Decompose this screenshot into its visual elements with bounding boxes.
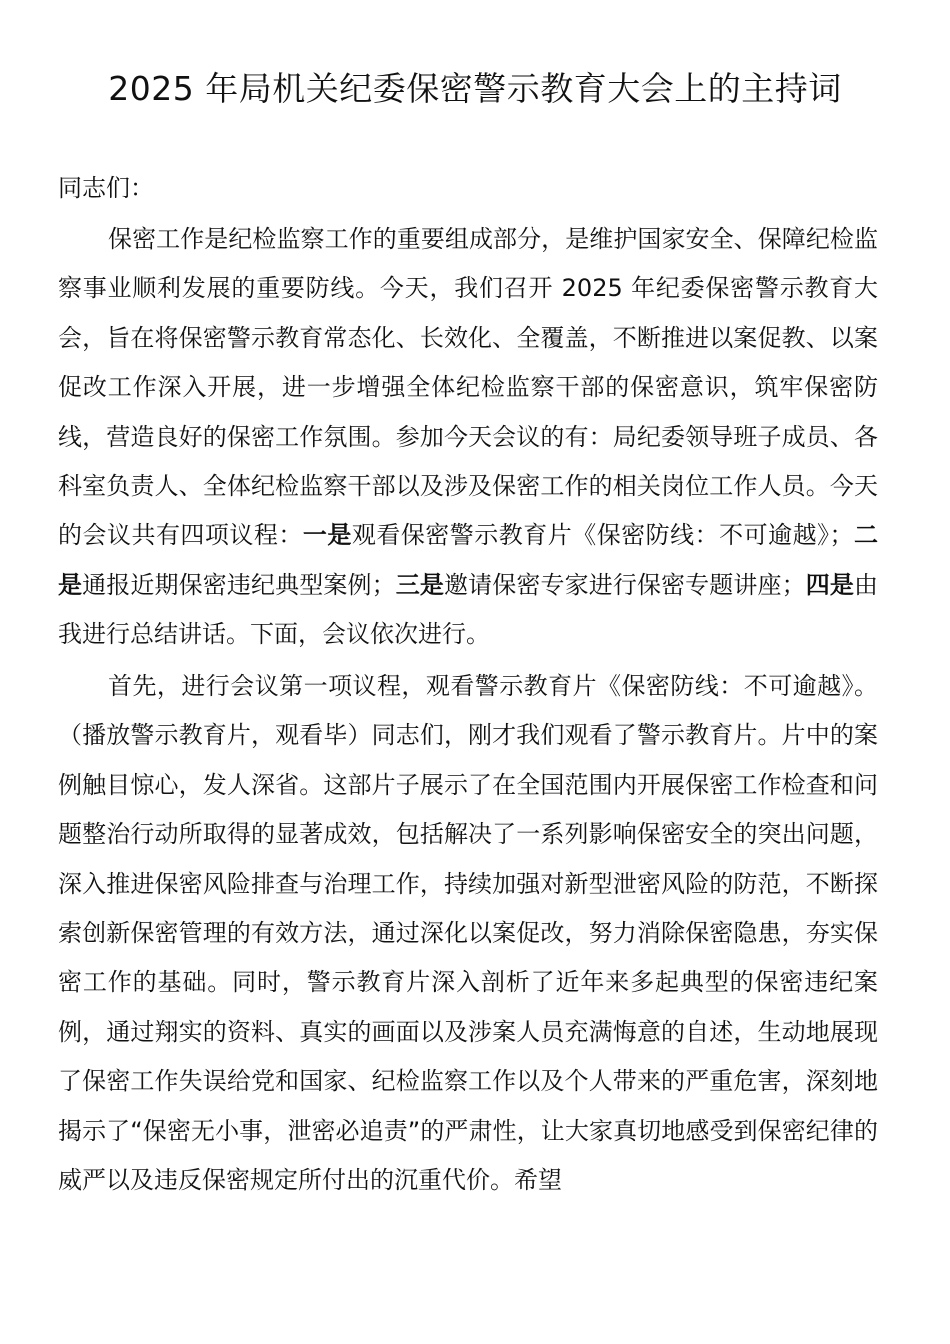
agenda-item-1-text: 观看保密警示教育片《保密防线：不可逾越》； — [351, 521, 854, 550]
agenda-item-3-text: 邀请保密专家进行保密专题讲座； — [443, 570, 806, 599]
agenda-item-4-text: 由我进行总结讲话。下面，会议依次进行。 — [58, 570, 879, 649]
salutation: 同志们： — [58, 174, 154, 202]
agenda-item-1-label: 一是 — [302, 521, 352, 550]
document-page — [58, 0, 878, 1344]
paragraph-first-agenda: 首先，进行会议第一项议程，观看警示教育片《保密防线：不可逾越》。（播放警示教育片，观看毕）同志们，刚才我们观看了警示教育片。片中的案例触目惊心，发人深省。这部片子展示了在全国范围内开展保密工作检查和问题整治行动所取得的显著成效，包括解决了一系列影响保密安全的突出问题，深入推进保密风险排查与治理工作，持续加强对新型泄密风险的防范，不断探索创新保密管理的有效方法，通过深化以案促改，努力消除保密隐患，夯实保密工作的基础。同时，警示教育片深入剖析了近年来多起典型的保密违纪案例，通过翔实的资料、真实的画面以及涉案人员充满悔意的自述，生动地展现了保密工作失误给党和国家、纪检监察工作以及个人带来的严重危害，深刻地揭示了“保密无小事，泄密必追责”的严肃性，让大家真切地感受到保密纪律的威严以及违反保密规定所付出的沉重代价。希望 — [58, 672, 878, 1195]
paragraph-introduction — [58, 215, 878, 660]
paragraph-text: 保密工作是纪检监察工作的重要组成部分，是维护国家安全、保障纪检监察事业顺利发展的重要防线。今天，我们召开 2025 年纪委保密警示教育大会，旨在将保密警示教育常态化、长效化、全覆盖，不断推进以案促教、以案促改工作深入开展，进一步增强全体纪检监察干部的保密意识，筑牢保密防线，营造良好的保密工作氛围。参加今天会议的有：局纪委领导班子成员、各科室负责人、全体纪检监察干部以及涉及保密工作的相关岗位工作人员。今天的会议共有四项议程： — [58, 225, 878, 550]
agenda-item-2-label: 二是 — [58, 521, 879, 599]
agenda-item-4-label: 四是 — [805, 570, 855, 599]
agenda-item-3-label: 三是 — [395, 570, 444, 599]
agenda-item-2-text: 通报近期保密违纪典型案例； — [82, 570, 396, 599]
document-title: 2025 年局机关纪委保密警示教育大会上的主持词 — [108, 69, 842, 108]
